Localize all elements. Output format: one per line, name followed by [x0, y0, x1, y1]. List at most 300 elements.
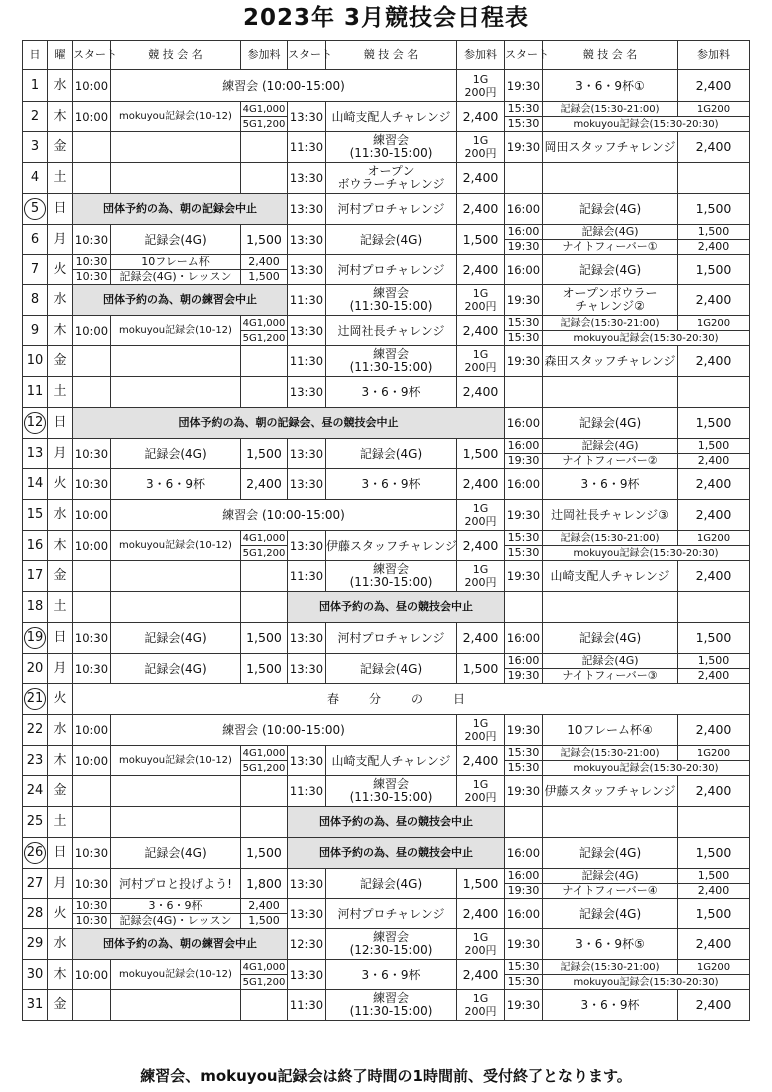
fee-cell: 2,400	[457, 316, 505, 346]
cancel-notice: 団体予約の為、朝の記録会中止	[73, 194, 288, 225]
fee-cell: 2,400	[241, 469, 288, 500]
event-name: 練習会 (11:30-15:00)	[326, 285, 457, 316]
event-name: 記録会(4G)	[543, 225, 678, 240]
fee-cell: 5G1,200	[241, 761, 288, 776]
start-time: 16:00	[505, 838, 543, 869]
day-cell: 13	[23, 439, 48, 469]
weekday-cell: 金	[48, 990, 73, 1021]
header-cell: スタート	[73, 41, 111, 70]
start-time: 13:30	[288, 531, 326, 561]
start-time: 15:30	[505, 960, 543, 975]
weekday-cell: 日	[48, 623, 73, 654]
start-time: 15:30	[505, 761, 543, 776]
event-name: 記録会(4G)	[543, 654, 678, 669]
fee-cell: 2,400	[457, 102, 505, 132]
header-cell: 曜	[48, 41, 73, 70]
table-row	[23, 469, 750, 500]
event-name: 記録会(15:30-21:00)	[543, 531, 678, 546]
day-cell: 29	[23, 929, 48, 960]
holiday-label: 春分の日	[73, 684, 750, 715]
weekday-cell: 火	[48, 684, 73, 715]
event-name: 3・6・9杯	[543, 990, 678, 1021]
table-row	[23, 684, 750, 715]
sunday-circle: 19	[24, 627, 46, 649]
start-time: 19:30	[505, 669, 543, 684]
event-name: 練習会 (10:00-15:00)	[111, 500, 457, 531]
start-time: 13:30	[288, 654, 326, 684]
weekday-cell: 水	[48, 715, 73, 746]
event-name: 3・6・9杯	[326, 960, 457, 990]
fee-cell: 2,400	[678, 346, 750, 377]
start-time: 10:30	[73, 225, 111, 255]
fee-cell: 1G 200円	[457, 132, 505, 163]
table-row	[23, 163, 750, 194]
fee-cell: 2,400	[678, 561, 750, 592]
fee-cell: 1,500	[457, 869, 505, 899]
start-time: 19:30	[505, 240, 543, 255]
start-time: 19:30	[505, 132, 543, 163]
fee-cell: 1G200	[678, 960, 750, 975]
fee-cell: 1,500	[241, 270, 288, 285]
fee-cell: 1G 200円	[457, 500, 505, 531]
table-row	[23, 561, 750, 592]
fee-cell: 1G 200円	[457, 929, 505, 960]
event-name: 練習会 (11:30-15:00)	[326, 346, 457, 377]
cancel-notice: 団体予約の為、朝の練習会中止	[73, 285, 288, 316]
weekday-cell: 水	[48, 70, 73, 102]
fee-cell: 1G 200円	[457, 715, 505, 746]
event-name: オープン ボウラーチャレンジ	[326, 163, 457, 194]
event-name: 練習会 (11:30-15:00)	[326, 132, 457, 163]
event-name: 記録会(4G)	[543, 899, 678, 929]
event-name: 記録会(4G)	[111, 439, 241, 469]
fee-cell: 1G 200円	[457, 776, 505, 807]
start-time: 16:00	[505, 654, 543, 669]
table-row	[23, 285, 750, 316]
start-time: 10:30	[73, 469, 111, 500]
event-name: 山崎支配人チャレンジ	[326, 102, 457, 132]
start-time: 11:30	[288, 285, 326, 316]
event-name: 記録会(4G)	[543, 255, 678, 285]
weekday-cell: 水	[48, 500, 73, 531]
fee-cell: 2,400	[678, 884, 750, 899]
start-time: 19:30	[505, 346, 543, 377]
event-name: 記録会(4G)	[326, 654, 457, 684]
fee-cell: 2,400	[678, 469, 750, 500]
event-name: 河村プロチャレンジ	[326, 255, 457, 285]
header-cell: スタート	[288, 41, 326, 70]
fee-cell: 1,500	[457, 654, 505, 684]
event-name: mokuyou記録会(15:30-20:30)	[543, 331, 750, 346]
start-time: 19:30	[505, 929, 543, 960]
day-cell: 25	[23, 807, 48, 838]
cancel-notice: 団体予約の為、朝の記録会、昼の競技会中止	[73, 408, 505, 439]
header-cell: 参加料	[241, 41, 288, 70]
event-name: 記録会(15:30-21:00)	[543, 960, 678, 975]
event-name: mokuyou記録会(15:30-20:30)	[543, 546, 750, 561]
weekday-cell: 日	[48, 408, 73, 439]
sunday-circle: 26	[24, 842, 46, 864]
header-cell: 参加料	[457, 41, 505, 70]
event-name: 記録会(4G)	[326, 225, 457, 255]
start-time: 19:30	[505, 500, 543, 531]
event-name: 練習会 (11:30-15:00)	[326, 990, 457, 1021]
weekday-cell: 水	[48, 929, 73, 960]
event-name: mokuyou記録会(15:30-20:30)	[543, 117, 750, 132]
start-time: 13:30	[288, 194, 326, 225]
event-name: 3・6・9杯	[111, 469, 241, 500]
weekday-cell: 木	[48, 102, 73, 132]
event-name: 3・6・9杯	[111, 899, 241, 914]
event-name: 記録会(4G)	[326, 439, 457, 469]
fee-cell: 2,400	[678, 454, 750, 469]
fee-cell: 1G200	[678, 746, 750, 761]
day-cell: 2	[23, 102, 48, 132]
start-time: 11:30	[288, 132, 326, 163]
event-name: ナイトフィーバー①	[543, 240, 678, 255]
event-name: 練習会 (10:00-15:00)	[111, 70, 457, 102]
day-cell	[23, 408, 48, 439]
event-name: 記録会(4G)	[543, 194, 678, 225]
day-cell: 16	[23, 531, 48, 561]
weekday-cell: 木	[48, 746, 73, 776]
weekday-cell: 金	[48, 132, 73, 163]
event-name: 辻岡社長チャレンジ	[326, 316, 457, 346]
event-name: 記録会(4G)	[543, 408, 678, 439]
weekday-cell: 日	[48, 838, 73, 869]
start-time: 19:30	[505, 454, 543, 469]
start-time: 16:00	[505, 623, 543, 654]
fee-cell: 1,500	[678, 838, 750, 869]
start-time: 19:30	[505, 990, 543, 1021]
weekday-cell: 金	[48, 346, 73, 377]
fee-cell: 1,500	[678, 654, 750, 669]
start-time: 11:30	[288, 561, 326, 592]
event-name: 記録会(4G)	[543, 838, 678, 869]
day-cell: 9	[23, 316, 48, 346]
weekday-cell: 金	[48, 776, 73, 807]
start-time: 10:30	[73, 914, 111, 929]
start-time: 13:30	[288, 163, 326, 194]
table-row	[23, 746, 750, 761]
event-name: 河村プロチャレンジ	[326, 194, 457, 225]
fee-cell: 2,400	[457, 623, 505, 654]
table-row	[23, 102, 750, 117]
start-time: 19:30	[505, 561, 543, 592]
start-time: 15:30	[505, 316, 543, 331]
fee-cell: 2,400	[678, 776, 750, 807]
fee-cell: 1G 200円	[457, 285, 505, 316]
fee-cell: 2,400	[678, 500, 750, 531]
weekday-cell: 月	[48, 439, 73, 469]
fee-cell: 2,400	[457, 899, 505, 929]
fee-cell: 2,400	[678, 929, 750, 960]
fee-cell: 2,400	[457, 163, 505, 194]
sunday-circle: 5	[24, 198, 46, 220]
header-cell: 競 技 会 名	[111, 41, 241, 70]
fee-cell: 1,500	[678, 255, 750, 285]
start-time: 15:30	[505, 975, 543, 990]
event-name: 記録会(4G)	[111, 838, 241, 869]
header-cell: 競 技 会 名	[543, 41, 678, 70]
start-time: 10:30	[73, 654, 111, 684]
event-name: 練習会 (11:30-15:00)	[326, 561, 457, 592]
start-time: 16:00	[505, 869, 543, 884]
start-time: 16:00	[505, 408, 543, 439]
event-name: 記録会(4G)・レッスン	[111, 914, 241, 929]
event-name: mokuyou記録会(10-12)	[111, 531, 241, 561]
start-time: 10:00	[73, 316, 111, 346]
table-row	[23, 960, 750, 975]
fee-cell: 2,400	[457, 960, 505, 990]
fee-cell: 2,400	[678, 285, 750, 316]
header-cell: 競 技 会 名	[326, 41, 457, 70]
fee-cell: 2,400	[241, 899, 288, 914]
start-time: 11:30	[288, 346, 326, 377]
day-cell	[23, 194, 48, 225]
day-cell	[23, 838, 48, 869]
event-name: オープンボウラー チャレンジ②	[543, 285, 678, 316]
event-name: 3・6・9杯	[543, 469, 678, 500]
fee-cell: 1,500	[678, 408, 750, 439]
start-time: 16:00	[505, 469, 543, 500]
footer-note: 練習会、mokuyou記録会は終了時間の1時間前、受付終了となります。	[140, 1067, 632, 1085]
fee-cell: 1G200	[678, 316, 750, 331]
table-row	[23, 439, 750, 454]
schedule-table	[22, 40, 750, 1021]
start-time: 13:30	[288, 960, 326, 990]
start-time: 13:30	[288, 255, 326, 285]
event-name: 記録会(15:30-21:00)	[543, 746, 678, 761]
fee-cell: 1G 200円	[457, 561, 505, 592]
day-cell: 6	[23, 225, 48, 255]
fee-cell: 2,400	[678, 132, 750, 163]
start-time: 11:30	[288, 990, 326, 1021]
day-cell: 20	[23, 654, 48, 684]
table-row	[23, 715, 750, 746]
weekday-cell: 木	[48, 531, 73, 561]
event-name: 河村プロチャレンジ	[326, 623, 457, 654]
start-time: 16:00	[505, 255, 543, 285]
fee-cell: 5G1,200	[241, 117, 288, 132]
event-name: 記録会(4G)	[111, 654, 241, 684]
weekday-cell: 月	[48, 654, 73, 684]
event-name: 河村プロチャレンジ	[326, 899, 457, 929]
start-time: 11:30	[288, 776, 326, 807]
fee-cell: 1,500	[457, 225, 505, 255]
event-name: 記録会(15:30-21:00)	[543, 316, 678, 331]
event-name: 3・6・9杯⑤	[543, 929, 678, 960]
day-cell: 22	[23, 715, 48, 746]
weekday-cell: 水	[48, 285, 73, 316]
day-cell: 17	[23, 561, 48, 592]
start-time: 10:30	[73, 838, 111, 869]
event-name: 記録会(4G)	[543, 869, 678, 884]
event-name: 練習会 (10:00-15:00)	[111, 715, 457, 746]
fee-cell: 4G1,000	[241, 531, 288, 546]
sunday-circle: 12	[24, 412, 46, 434]
day-cell: 1	[23, 70, 48, 102]
table-row	[23, 70, 750, 102]
day-cell: 18	[23, 592, 48, 623]
fee-cell: 1,500	[241, 225, 288, 255]
day-cell: 30	[23, 960, 48, 990]
table-row	[23, 132, 750, 163]
start-time: 16:00	[505, 899, 543, 929]
holiday-circle: 21	[24, 688, 46, 710]
event-name: 山崎支配人チャレンジ	[543, 561, 678, 592]
fee-cell: 1G 200円	[457, 346, 505, 377]
table-row	[23, 776, 750, 807]
day-cell: 31	[23, 990, 48, 1021]
cancel-notice: 団体予約の為、昼の競技会中止	[288, 592, 505, 623]
start-time: 19:30	[505, 884, 543, 899]
fee-cell: 1,500	[241, 838, 288, 869]
fee-cell: 2,400	[678, 669, 750, 684]
weekday-cell: 火	[48, 255, 73, 285]
start-time: 15:30	[505, 331, 543, 346]
table-row	[23, 929, 750, 960]
event-name: 3・6・9杯	[326, 469, 457, 500]
table-row	[23, 531, 750, 546]
fee-cell: 2,400	[457, 377, 505, 408]
start-time: 15:30	[505, 102, 543, 117]
weekday-cell: 土	[48, 807, 73, 838]
event-name: 河村プロと投げよう!	[111, 869, 241, 899]
table-row	[23, 838, 750, 869]
table-row	[23, 408, 750, 439]
table-row	[23, 899, 750, 914]
event-name: 記録会(4G)	[543, 623, 678, 654]
event-name: mokuyou記録会(10-12)	[111, 102, 241, 132]
table-row	[23, 377, 750, 408]
start-time: 10:30	[73, 623, 111, 654]
weekday-cell: 火	[48, 469, 73, 500]
weekday-cell: 日	[48, 194, 73, 225]
fee-cell: 1G 200円	[457, 990, 505, 1021]
day-cell: 4	[23, 163, 48, 194]
start-time: 10:00	[73, 715, 111, 746]
event-name: ナイトフィーバー②	[543, 454, 678, 469]
day-cell: 27	[23, 869, 48, 899]
start-time: 10:30	[73, 899, 111, 914]
event-name: mokuyou記録会(15:30-20:30)	[543, 761, 750, 776]
start-time: 13:30	[288, 439, 326, 469]
start-time: 19:30	[505, 285, 543, 316]
start-time: 10:30	[73, 255, 111, 270]
day-cell	[23, 684, 48, 715]
weekday-cell: 土	[48, 163, 73, 194]
fee-cell: 2,400	[457, 469, 505, 500]
event-name: 岡田スタッフチャレンジ	[543, 132, 678, 163]
event-name: 3・6・9杯	[326, 377, 457, 408]
header-cell: 日	[23, 41, 48, 70]
event-name: 山崎支配人チャレンジ	[326, 746, 457, 776]
fee-cell: 1,500	[678, 899, 750, 929]
cancel-notice: 団体予約の為、昼の競技会中止	[288, 807, 505, 838]
day-cell: 28	[23, 899, 48, 929]
fee-cell: 1,800	[241, 869, 288, 899]
fee-cell: 4G1,000	[241, 960, 288, 975]
event-name: 3・6・9杯①	[543, 70, 678, 102]
start-time: 15:30	[505, 746, 543, 761]
start-time: 13:30	[288, 102, 326, 132]
start-time: 19:30	[505, 776, 543, 807]
start-time: 19:30	[505, 715, 543, 746]
weekday-cell: 木	[48, 960, 73, 990]
day-cell: 11	[23, 377, 48, 408]
table-row	[23, 225, 750, 240]
table-row	[23, 869, 750, 884]
start-time: 10:00	[73, 746, 111, 776]
table-row	[23, 500, 750, 531]
table-row	[23, 316, 750, 331]
fee-cell: 5G1,200	[241, 975, 288, 990]
start-time: 13:30	[288, 899, 326, 929]
cancel-notice: 団体予約の為、昼の競技会中止	[288, 838, 505, 869]
fee-cell: 4G1,000	[241, 746, 288, 761]
start-time: 16:00	[505, 439, 543, 454]
fee-cell: 1,500	[241, 914, 288, 929]
start-time: 10:00	[73, 70, 111, 102]
event-name: 記録会(4G)・レッスン	[111, 270, 241, 285]
start-time: 10:30	[73, 270, 111, 285]
start-time: 13:30	[288, 869, 326, 899]
table-row	[23, 623, 750, 654]
fee-cell: 1,500	[678, 869, 750, 884]
weekday-cell: 火	[48, 899, 73, 929]
day-cell	[23, 623, 48, 654]
event-name: 伊藤スタッフチャレンジ	[543, 776, 678, 807]
event-name: 記録会(15:30-21:00)	[543, 102, 678, 117]
start-time: 10:30	[73, 869, 111, 899]
fee-cell: 1,500	[678, 439, 750, 454]
start-time: 15:30	[505, 117, 543, 132]
event-name: 10フレーム杯④	[543, 715, 678, 746]
event-name: 伊藤スタッフチャレンジ	[326, 531, 457, 561]
start-time: 10:00	[73, 960, 111, 990]
page-title: 2023年 3月競技会日程表	[242, 5, 530, 31]
start-time: 10:00	[73, 500, 111, 531]
header-cell: スタート	[505, 41, 543, 70]
day-cell: 7	[23, 255, 48, 285]
event-name: mokuyou記録会(10-12)	[111, 746, 241, 776]
event-name: ナイトフィーバー④	[543, 884, 678, 899]
weekday-cell: 土	[48, 592, 73, 623]
cancel-notice: 団体予約の為、朝の練習会中止	[73, 929, 288, 960]
weekday-cell: 月	[48, 225, 73, 255]
start-time: 19:30	[505, 70, 543, 102]
weekday-cell: 金	[48, 561, 73, 592]
weekday-cell: 月	[48, 869, 73, 899]
event-name: 辻岡社長チャレンジ③	[543, 500, 678, 531]
fee-cell: 2,400	[678, 715, 750, 746]
event-name: 記録会(4G)	[111, 623, 241, 654]
fee-cell: 1G 200円	[457, 70, 505, 102]
weekday-cell: 木	[48, 316, 73, 346]
fee-cell: 1G200	[678, 102, 750, 117]
fee-cell: 1,500	[678, 225, 750, 240]
fee-cell: 1,500	[241, 654, 288, 684]
fee-cell: 5G1,200	[241, 331, 288, 346]
day-cell: 10	[23, 346, 48, 377]
event-name: mokuyou記録会(10-12)	[111, 316, 241, 346]
fee-cell: 2,400	[457, 194, 505, 225]
header-row	[23, 41, 750, 70]
fee-cell: 2,400	[241, 255, 288, 270]
start-time: 16:00	[505, 194, 543, 225]
table-row	[23, 807, 750, 838]
